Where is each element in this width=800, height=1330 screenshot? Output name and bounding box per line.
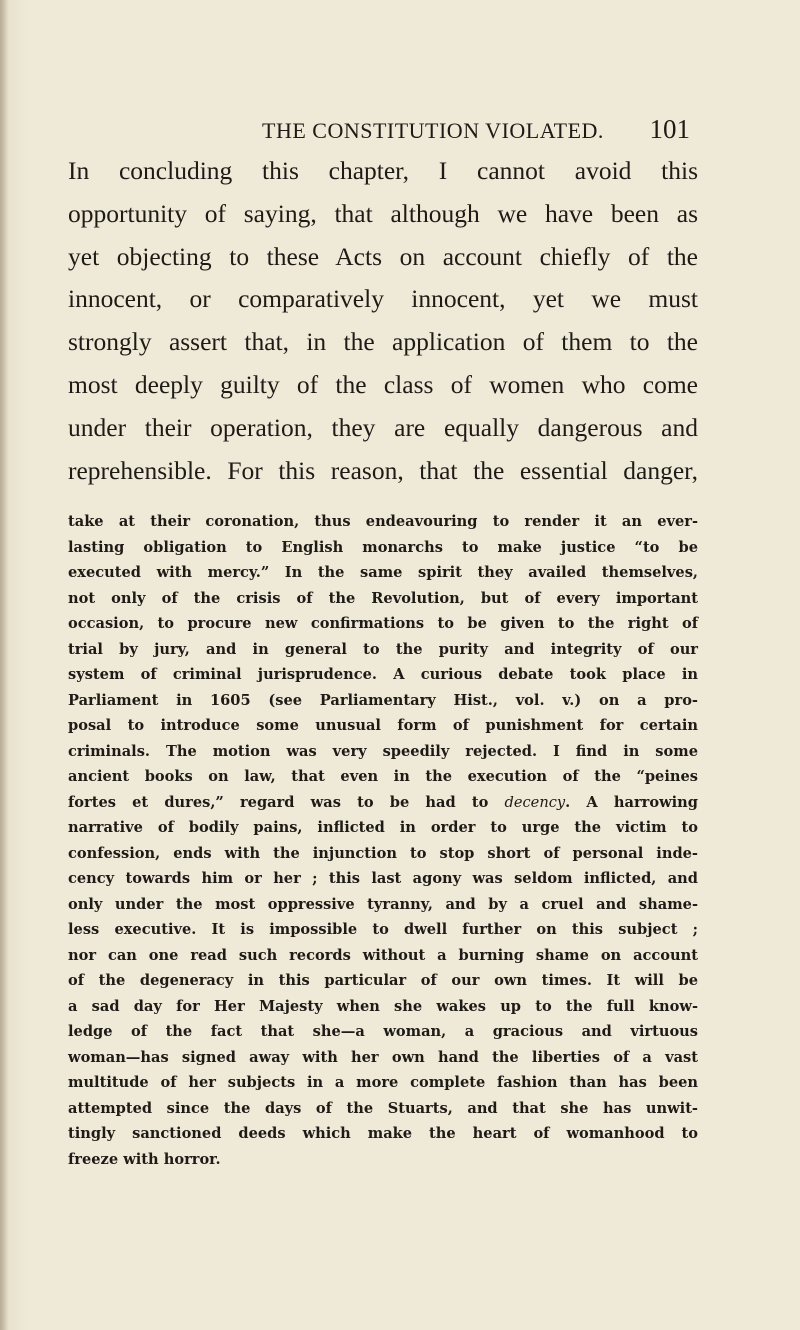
text-line: criminals. The motion was very speedily rejected. I find in some bbox=[68, 742, 698, 760]
text-line: trial by jury, and in general to the purity and integrity of our bbox=[68, 640, 698, 658]
text-line: most deeply guilty of the class of women who come bbox=[68, 369, 698, 399]
text-line: opportunity of saying, that although we have been as bbox=[68, 198, 698, 228]
text-line: not only of the crisis of the Revolution, but of every important bbox=[68, 589, 698, 607]
text-line: take at their coronation, thus endeavouring to render it an ever- bbox=[68, 513, 698, 530]
italic-word: decency bbox=[504, 793, 566, 811]
text-line: narrative of bodily pains, inflicted in order to urge the victim to bbox=[68, 819, 698, 836]
text-segment: . A harrowing bbox=[565, 793, 698, 811]
text-line: ancient books on law, that even in the execution of the “peines bbox=[68, 768, 698, 785]
main-paragraph bbox=[68, 150, 698, 492]
text-line: Parliament in 1605 (see Parliamentary Hist., vol. v.) on a pro- bbox=[68, 691, 698, 709]
text-line: yet objecting to these Acts on account chiefly of the bbox=[68, 241, 698, 271]
text-line: of the degeneracy in this particular of our own times. It will be bbox=[68, 972, 698, 989]
text-line: reprehensible. For this reason, that the essential danger, bbox=[68, 455, 698, 485]
text-segment: fortes et dures,” regard was to be had to bbox=[68, 793, 505, 811]
gutter-shadow bbox=[0, 0, 8, 1330]
text-line: nor can one read such records without a burning shame on account bbox=[68, 946, 698, 964]
text-line: tingly sanctioned deeds which make the heart of womanhood to bbox=[68, 1125, 698, 1142]
text-line: ledge of the fact that she—a woman, a gracious and virtuous bbox=[68, 1023, 698, 1040]
text-line: executed with mercy.” In the same spirit they availed themselves, bbox=[68, 564, 698, 581]
text-line: lasting obligation to English monarchs to make justice “to be bbox=[68, 538, 698, 556]
text-line: only under the most oppressive tyranny, and by a cruel and shame- bbox=[68, 895, 698, 913]
text-line: cency towards him or her ; this last agony was seldom inflicted, and bbox=[68, 870, 698, 887]
text-line: strongly assert that, in the application of them to the bbox=[68, 327, 698, 357]
text-line: a sad day for Her Majesty when she wakes up to the full know- bbox=[68, 997, 698, 1015]
text-line: woman—has signed away with her own hand the liberties of a vast bbox=[68, 1048, 698, 1066]
text-line: innocent, or comparatively innocent, yet we must bbox=[68, 284, 698, 314]
footnote-paragraph bbox=[68, 509, 698, 1172]
text-line: posal to introduce some unusual form of punishment for certain bbox=[68, 717, 698, 734]
running-title: THE CONSTITUTION VIOLATED. bbox=[262, 118, 604, 143]
text-line: freeze with horror. bbox=[68, 1150, 221, 1168]
text-line: under their operation, they are equally dangerous and bbox=[68, 412, 698, 442]
text-line bbox=[68, 790, 698, 816]
text-line: confession, ends with the injunction to stop short of personal inde- bbox=[68, 844, 698, 862]
text-line: attempted since the days of the Stuarts, and that she has unwit- bbox=[68, 1099, 698, 1117]
text-line: In concluding this chapter, I cannot avoid this bbox=[68, 156, 698, 185]
text-line: system of criminal jurisprudence. A curious debate took place in bbox=[68, 666, 698, 683]
text-line: less executive. It is impossible to dwell further on this subject ; bbox=[68, 921, 698, 938]
text-line: multitude of her subjects in a more complete fashion than has been bbox=[68, 1074, 698, 1091]
page-number: 101 bbox=[649, 114, 690, 144]
text-line: occasion, to procure new confirmations to be given to the right of bbox=[68, 615, 698, 632]
